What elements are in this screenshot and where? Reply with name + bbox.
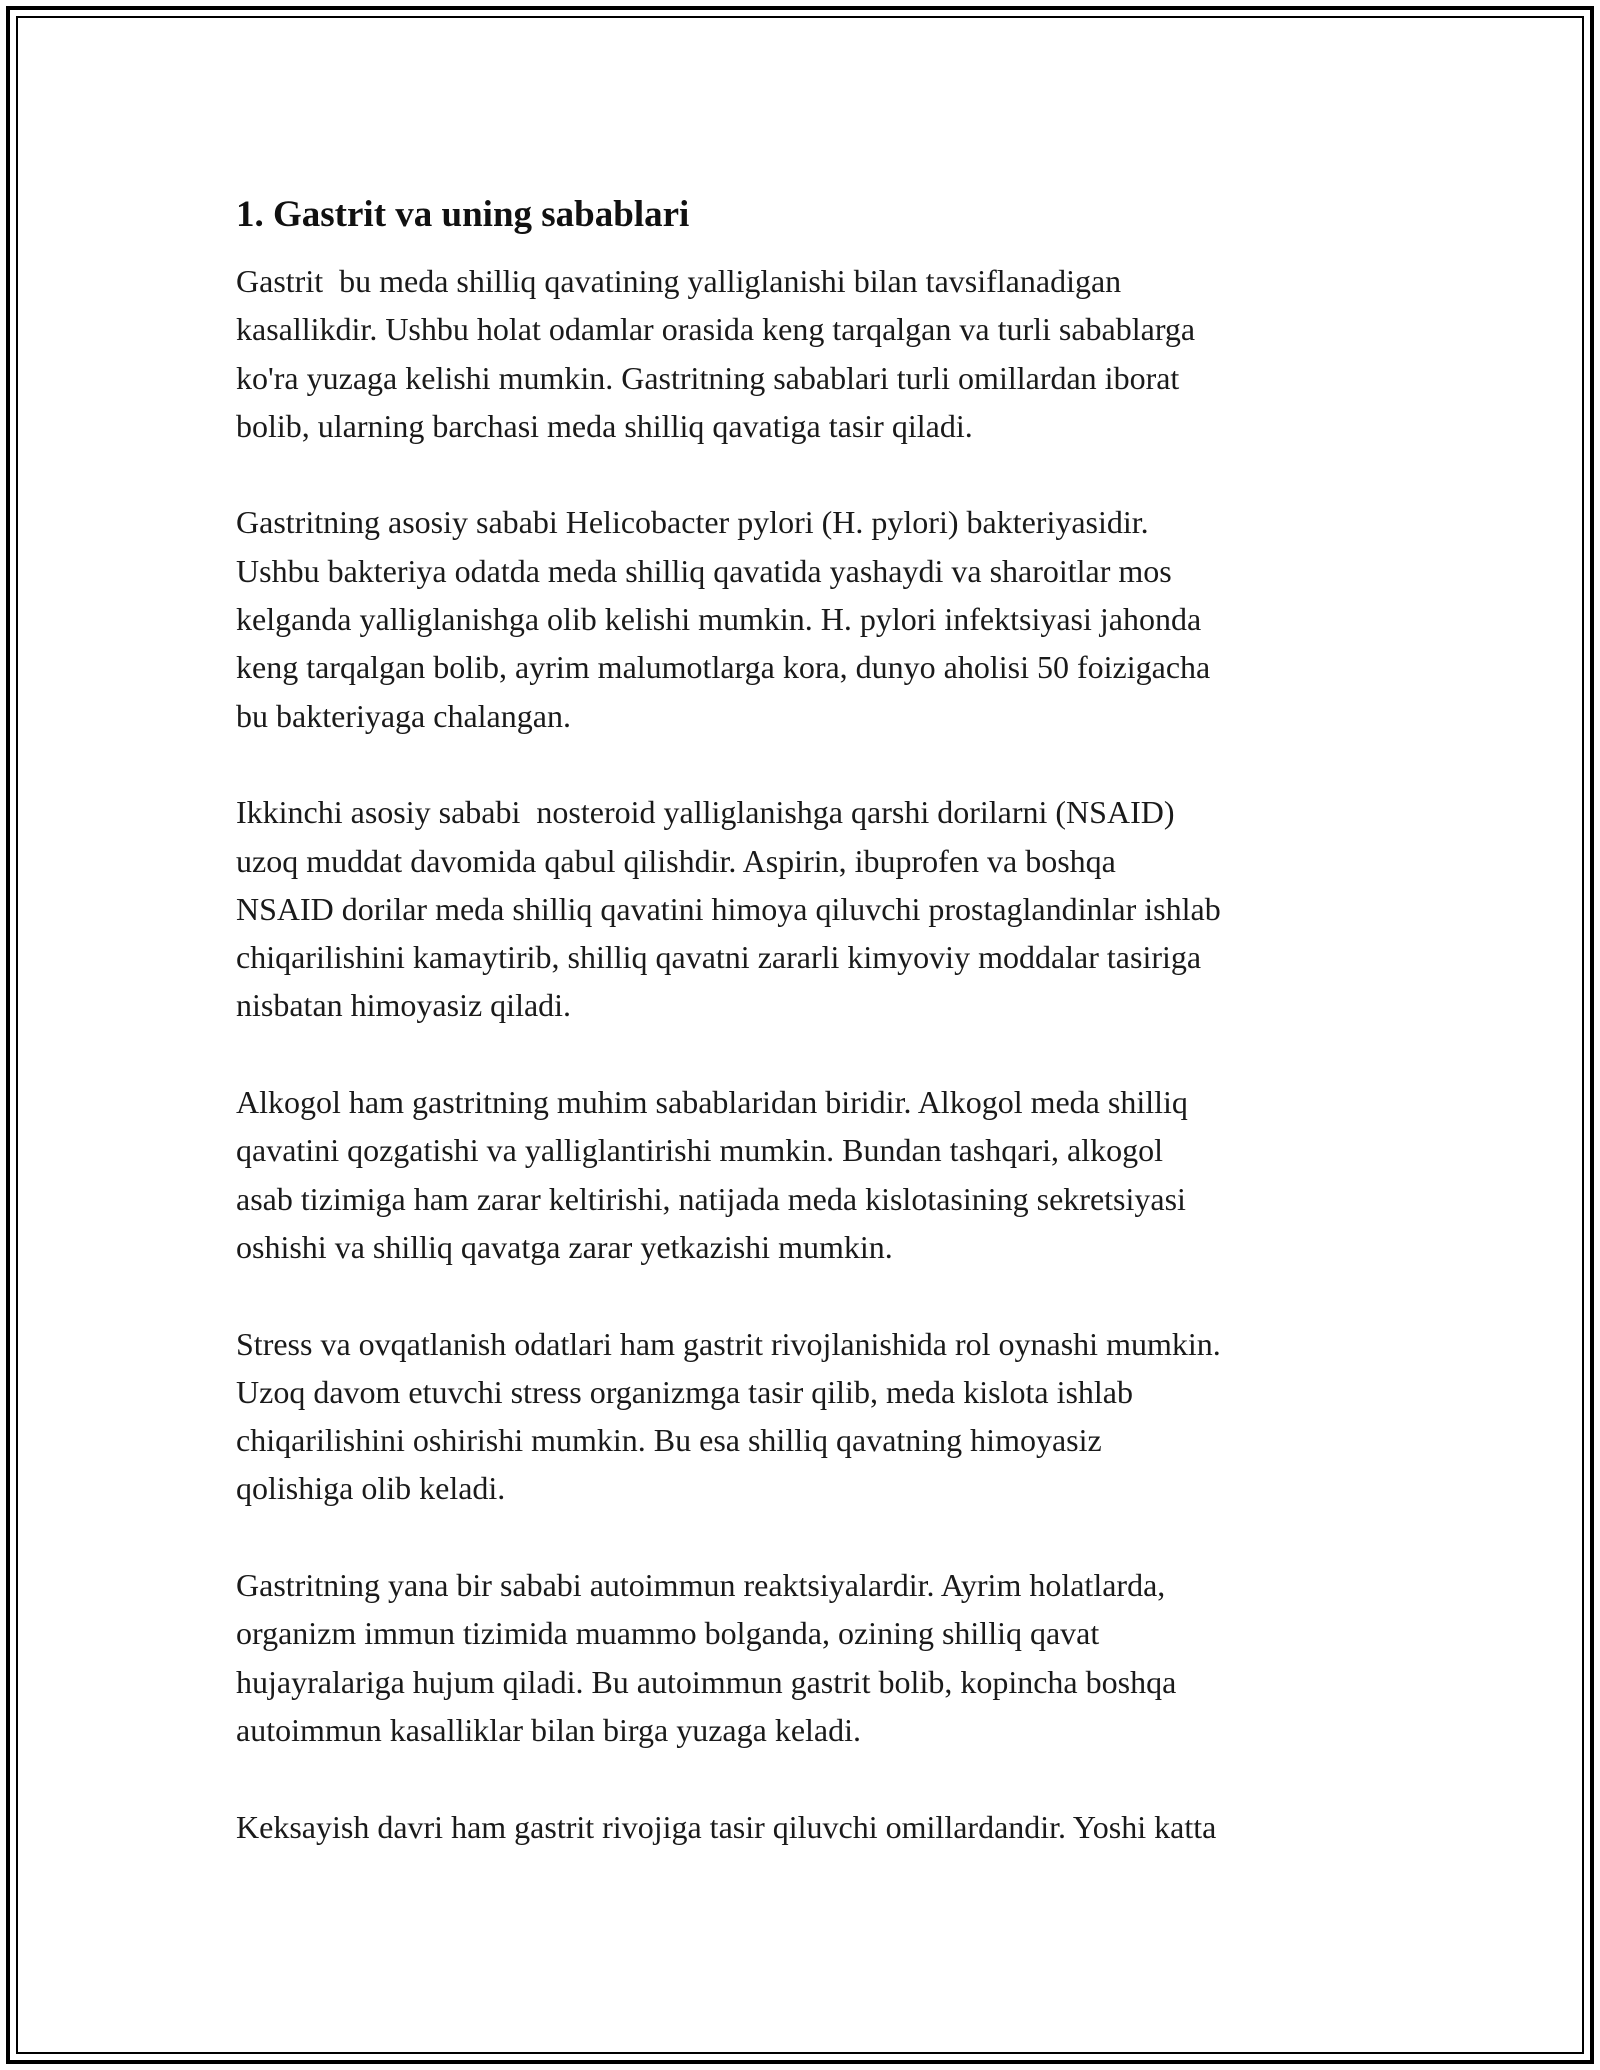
paragraph-line: qolishiga olib keladi. [236,1470,506,1507]
paragraph-line: kasallikdir. Ushbu holat odamlar orasida keng tarqalgan va turli sabablarga [236,311,1196,348]
paragraph-definition [236,257,1396,450]
paragraph-aging [236,1803,1396,1851]
paragraph-line: asab tizimiga ham zarar keltirishi, natijada meda kislotasining sekretsiyasi [236,1180,1186,1217]
paragraph-line: Uzoq davom etuvchi stress organizmga tasir qilib, meda kislota ishlab [236,1373,1133,1410]
paragraph-line: Gastritning yana bir sababi autoimmun reaktsiyalardir. Ayrim holatlarda, [236,1567,1166,1604]
paragraph-line: hujayralariga hujum qiladi. Bu autoimmun gastrit bolib, kopincha boshqa [236,1663,1177,1700]
paragraph-line: Ushbu bakteriya odatda meda shilliq qavatida yashaydi va sharoitlar mos [236,552,1172,589]
paragraph-nsaid [236,788,1396,1029]
paragraph-line: Gastrit bu meda shilliq qavatining yalliglanishi bilan tavsiflanadigan [236,263,1122,299]
paragraph-autoimmune [236,1561,1396,1754]
paragraph-line: oshishi va shilliq qavatga zarar yetkazishi mumkin. [236,1228,893,1265]
paragraph-line: chiqarilishini oshirishi mumkin. Bu esa shilliq qavatning himoyasiz [236,1422,1102,1459]
paragraph-line: Ikkinchi asosiy sababi nosteroid yalliglanishga qarshi dorilarni (NSAID) [236,794,1175,831]
paragraph-line: keng tarqalgan bolib, ayrim malumotlarga kora, dunyo aholisi 50 foizigacha [236,649,1211,686]
paragraph-line: Alkogol ham gastritning muhim sabablaridan biridir. Alkogol meda shilliq [236,1084,1188,1121]
paragraph-stress [236,1320,1396,1513]
paragraph-line: bu bakteriyaga chalangan. [236,697,571,734]
paragraph-line: Stress va ovqatlanish odatlari ham gastrit rivojlanishida rol oynashi mumkin. [236,1325,1221,1362]
paragraph-line: Gastritning asosiy sababi Helicobacter pylori (H. pylori) bakteriyasidir. [236,504,1149,541]
paragraph-h-pylori [236,498,1396,739]
paragraph-alcohol [236,1078,1396,1271]
paragraph-line: ko'ra yuzaga kelishi mumkin. Gastritning sabablari turli omillardan iborat [236,359,1180,396]
paragraph-line: organizm immun tizimida muammo bolganda, ozining shilliq qavat [236,1615,1100,1652]
paragraph-line: qavatini qozgatishi va yalliglantirishi mumkin. Bundan tashqari, alkogol [236,1132,1163,1169]
paragraph-line: bolib, ularning barchasi meda shilliq qavatiga tasir qiladi. [236,407,973,444]
paragraph-line: kelganda yalliglanishga olib kelishi mumkin. H. pylori infektsiyasi jahonda [236,601,1202,638]
paragraph-line: NSAID dorilar meda shilliq qavatini himoya qiluvchi prostaglandinlar ishlab [236,890,1221,927]
paragraph-line: Keksayish davri ham gastrit rivojiga tasir qiluvchi omillardandir. Yoshi katta [236,1808,1217,1845]
paragraph-line: nisbatan himoyasiz qiladi. [236,987,572,1024]
paragraph-line: chiqarilishini kamaytirib, shilliq qavatni zararli kimyoviy moddalar tasiriga [236,939,1202,976]
document-body [236,185,1396,1899]
paragraph-line: autoimmun kasalliklar bilan birga yuzaga keladi. [236,1711,861,1748]
section-heading: 1. Gastrit va uning sabablari [236,194,690,235]
paragraph-line: uzoq muddat davomida qabul qilishdir. Aspirin, ibuprofen va boshqa [236,842,1116,879]
